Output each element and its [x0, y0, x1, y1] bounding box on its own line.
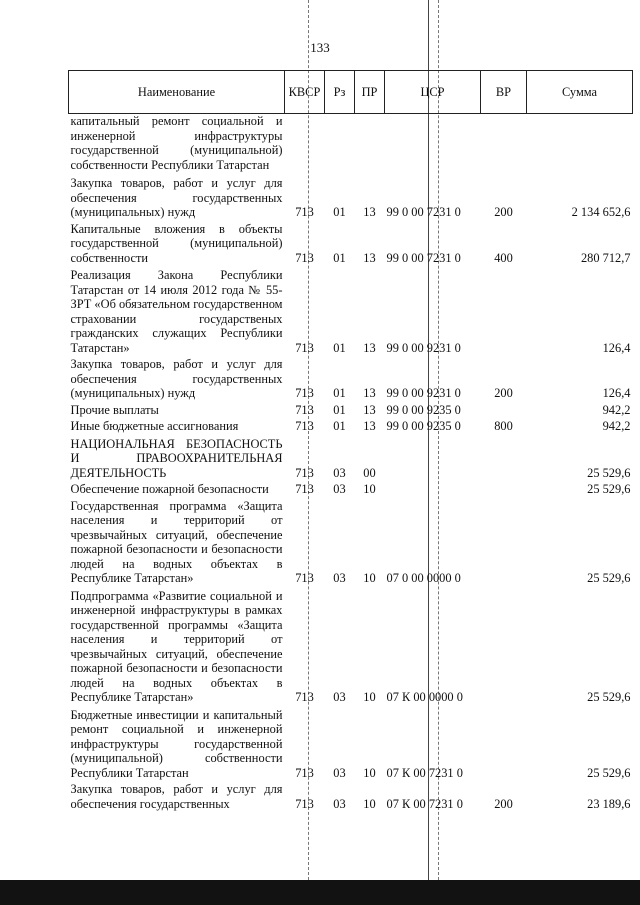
table-row — [69, 480, 633, 497]
cell-kvsr: 713 — [295, 419, 314, 433]
cell-kvsr: 713 — [295, 250, 314, 265]
cell-vr — [481, 586, 527, 705]
table-row — [69, 780, 633, 811]
budget-table — [68, 70, 633, 811]
cell-rz: 03 — [333, 482, 346, 496]
cell-rz: 03 — [333, 690, 346, 704]
cell-pr — [355, 114, 385, 173]
cell-csr — [385, 480, 481, 497]
cell-pr: 13 — [363, 402, 376, 417]
cell-csr: 99 0 00 9231 0 — [386, 386, 461, 400]
cell-kvsr: 713 — [295, 796, 314, 811]
cell-name: Прочие выплаты — [70, 402, 159, 417]
cell-csr: 07 К 00 7231 0 — [386, 796, 463, 811]
cell-name: Иные бюджетные ассигнования — [70, 419, 239, 433]
cell-kvsr: 713 — [295, 386, 314, 400]
cell-vr: 200 — [494, 796, 513, 811]
cell-rz: 03 — [333, 465, 346, 480]
table-row — [69, 705, 633, 781]
header-rz: Рз — [325, 71, 355, 114]
cell-pr: 13 — [363, 340, 376, 355]
cell-rz: 01 — [333, 419, 346, 433]
cell-csr — [385, 434, 481, 481]
cell-csr — [385, 114, 481, 173]
cell-sum: 23 189,6 — [587, 796, 631, 811]
cell-rz: 01 — [333, 250, 346, 265]
header-sum: Сумма — [527, 71, 633, 114]
table-row — [69, 434, 633, 481]
cell-kvsr: 713 — [295, 765, 314, 780]
page-number: 133 — [310, 40, 330, 55]
cell-sum: 942,2 — [602, 419, 631, 433]
cell-vr — [481, 265, 527, 355]
cell-pr: 10 — [363, 571, 376, 585]
cell-name: Закупка товаров, работ и услуг для обеспечения государственных (муниципальных) нужд — [70, 176, 283, 219]
table-row — [69, 586, 633, 705]
scan-bottom-edge — [0, 880, 640, 905]
cell-rz: 03 — [333, 765, 346, 780]
cell-name: Подпрограмма «Развитие социальной и инженерной инфраструктуры в рамках государственной программы «Защита населения и территорий от чрезвычайных ситуаций, обеспечение пожарной безопасности и безопасности людей на водных объектах в Республике Татарстан» — [70, 588, 283, 704]
cell-sum: 25 529,6 — [587, 765, 631, 780]
cell-vr: 400 — [494, 250, 513, 265]
cell-pr: 10 — [363, 796, 376, 811]
cell-pr: 00 — [363, 465, 376, 480]
cell-csr: 99 0 00 9231 0 — [386, 340, 461, 355]
table-row — [69, 401, 633, 418]
cell-sum: 25 529,6 — [587, 690, 631, 704]
table-row — [69, 265, 633, 355]
cell-csr: 07 0 00 0000 0 — [386, 571, 461, 585]
cell-name: капитальный ремонт социальной и инженерной инфраструктуры государственной (муниципальной) собственности Республики Татарстан — [70, 114, 283, 172]
table-row — [69, 114, 633, 173]
cell-sum: 25 529,6 — [587, 465, 631, 480]
cell-pr: 13 — [363, 386, 376, 400]
table-row — [69, 220, 633, 266]
cell-pr: 13 — [363, 250, 376, 265]
cell-rz: 01 — [333, 386, 346, 400]
cell-name: Закупка товаров, работ и услуг для обеспечения государственных (муниципальных) нужд — [70, 357, 283, 400]
cell-kvsr: 713 — [295, 690, 314, 704]
cell-name: Государственная программа «Защита населения и территорий от чрезвычайных ситуаций, обеспечение пожарной безопасности и безопасности людей на водных объектах в Республике Татарстан» — [70, 498, 283, 585]
cell-vr: 200 — [494, 205, 513, 219]
cell-sum: 280 712,7 — [580, 250, 631, 265]
header-name: Наименование — [69, 71, 285, 114]
cell-csr: 07 К 00 7231 0 — [386, 765, 463, 780]
table-row — [69, 172, 633, 220]
cell-pr: 13 — [363, 419, 376, 433]
cell-sum: 25 529,6 — [587, 482, 631, 496]
cell-csr: 99 0 00 7231 0 — [386, 205, 461, 219]
cell-sum — [527, 114, 633, 173]
header-kvsr: КВСР — [285, 71, 325, 114]
table-header-row — [69, 71, 633, 114]
cell-kvsr: 713 — [295, 402, 314, 417]
cell-kvsr: 713 — [295, 465, 314, 480]
cell-csr: 07 К 00 0000 0 — [386, 690, 463, 704]
cell-name: Бюджетные инвестиции и капитальный ремонт социальной и инженерной инфраструктуры государственной (муниципальной) собственности Республики Татарстан — [70, 707, 283, 780]
cell-kvsr — [285, 114, 325, 173]
cell-pr: 10 — [363, 690, 376, 704]
cell-vr — [481, 434, 527, 481]
cell-vr: 200 — [494, 386, 513, 400]
cell-sum: 126,4 — [602, 340, 631, 355]
cell-name: Капитальные вложения в объекты государственной (муниципальной) собственности — [70, 221, 283, 265]
header-pr: ПР — [355, 71, 385, 114]
cell-vr — [481, 497, 527, 586]
cell-vr — [481, 401, 527, 418]
cell-rz: 03 — [333, 571, 346, 585]
cell-rz: 01 — [333, 402, 346, 417]
cell-name: Закупка товаров, работ и услуг для обеспечения государственных — [70, 782, 283, 811]
cell-kvsr: 713 — [295, 340, 314, 355]
table-row — [69, 417, 633, 434]
cell-pr: 10 — [363, 482, 376, 496]
cell-name: Обеспечение пожарной безопасности — [70, 482, 269, 496]
cell-kvsr: 713 — [295, 482, 314, 496]
table-row — [69, 355, 633, 401]
cell-sum: 126,4 — [602, 386, 631, 400]
cell-rz: 01 — [333, 205, 346, 219]
header-csr: ЦСР — [385, 71, 481, 114]
cell-vr: 800 — [494, 419, 513, 433]
cell-vr — [481, 114, 527, 173]
cell-rz — [325, 114, 355, 173]
cell-kvsr: 713 — [295, 571, 314, 585]
cell-pr: 13 — [363, 205, 376, 219]
table-row — [69, 497, 633, 586]
cell-name: Реализация Закона Республики Татарстан от 14 июля 2012 года № 55-ЗРТ «Об обязательном государственном страховании государственых гражданских служащих Республики Татарстан» — [70, 268, 283, 355]
cell-rz: 03 — [333, 796, 346, 811]
cell-sum: 942,2 — [602, 402, 631, 417]
cell-csr: 99 0 00 9235 0 — [386, 402, 461, 417]
cell-name: НАЦИОНАЛЬНАЯ БЕЗОПАСНОСТЬ И ПРАВООХРАНИТЕЛЬНАЯ ДЕЯТЕЛЬНОСТЬ — [70, 436, 283, 480]
cell-csr: 99 0 00 9235 0 — [386, 419, 461, 433]
cell-sum: 25 529,6 — [587, 571, 631, 585]
cell-csr: 99 0 00 7231 0 — [386, 250, 461, 265]
cell-sum: 2 134 652,6 — [571, 205, 631, 219]
header-vr: ВР — [481, 71, 527, 114]
cell-kvsr: 713 — [295, 205, 314, 219]
cell-vr — [481, 480, 527, 497]
cell-pr: 10 — [363, 765, 376, 780]
cell-rz: 01 — [333, 340, 346, 355]
cell-vr — [481, 705, 527, 781]
